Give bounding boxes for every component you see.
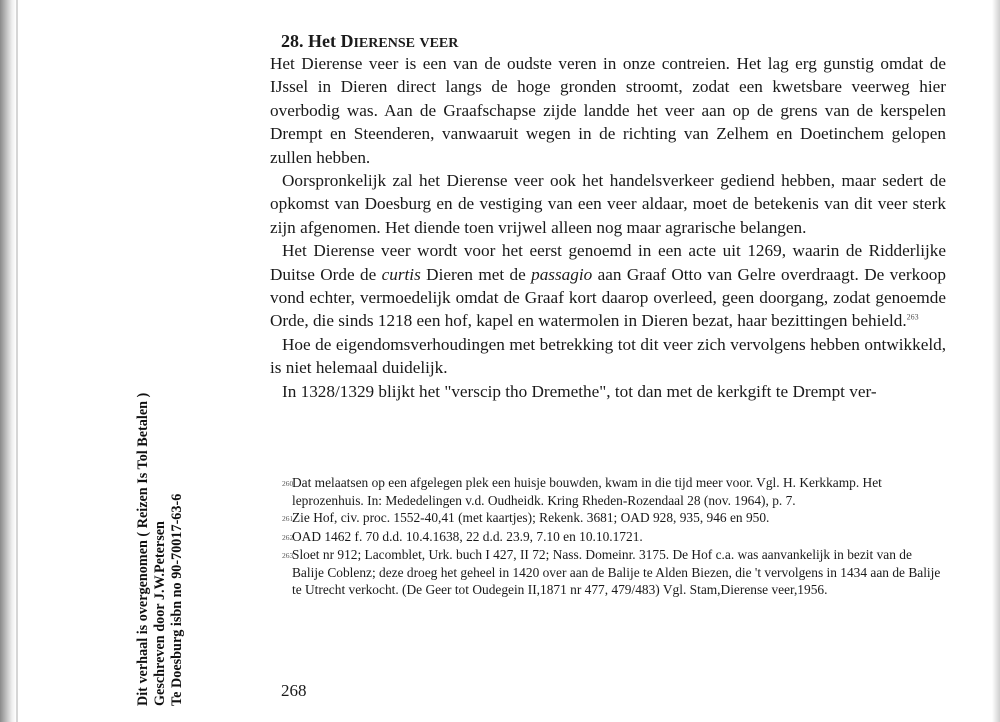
paragraph-3-text-b: Dieren met de <box>420 264 532 284</box>
margin-source-note <box>135 266 186 706</box>
footnote <box>282 509 946 528</box>
footnote-number: 260 <box>282 479 294 488</box>
margin-note-line-3: Te Doesburg isbn no 90-70017-63-6 <box>169 493 185 706</box>
footnote-text: Zie Hof, civ. proc. 1552-40,41 (met kaartjes); Rekenk. 3681; OAD 928, 935, 946 en 950. <box>292 510 770 525</box>
section-title <box>281 31 458 52</box>
margin-note-line-2: Geschreven door J.W.Petersen <box>152 521 168 706</box>
page-number: 268 <box>281 681 307 700</box>
title-smallcaps-2: VEER <box>419 36 459 51</box>
footnote-text: Sloet nr 912; Lacomblet, Urk. buch I 427, II 72; Nass. Domeinr. 3175. De Hof c.a. was aanvankelijk in bezit van de Balije Coblenz; deze droeg het geheel in 1420 over aan de Balije te Alden Biezen, die 't vervolgens in 1434 aan de Balije te Utrecht verkocht. (De Geer tot Oudegein II,1871 nr 477, 479/483) Vgl. Stam,Dierense veer,1956. <box>292 547 941 597</box>
paragraph-5: In 1328/1329 blijkt het "verscip tho Dremethe", tot dan met de kerkgift te Drempt ver- <box>282 381 877 401</box>
footnote <box>282 474 946 509</box>
paragraph-4: Hoe de eigendomsverhoudingen met betrekking tot dit veer zich vervolgens hebben ontwikkeld, is niet helemaal duidelijk. <box>270 334 946 378</box>
page-binding-shadow <box>0 0 16 722</box>
footnote <box>282 546 946 599</box>
paragraph-3-text-a: Het Dierense veer wordt voor het eerst genoemd in een acte uit 1269, waarin de Ridderlijke Duitse Orde de <box>270 241 946 284</box>
footnote-text: OAD 1462 f. 70 d.d. 10.4.1638, 22 d.d. 23.9, 7.10 en 10.10.1721. <box>292 528 643 544</box>
paragraph-1: Het Dierense veer is een van de oudste veren in onze contreien. Het lag erg gunstig omdat de IJssel in Dieren direct langs de hoge gronden stroomt, zodat een kwetsbare veerweg hier overbodig was. Aan de Graafschapse zijde landde het veer aan op de grens van de kerspelen Drempt en Steenderen, vanwaaruit wegen in de richting van Zelhem en Doetinchem gelopen zullen hebben. <box>270 54 946 167</box>
footnote-number: 263 <box>282 551 294 560</box>
title-first: Het D <box>308 31 354 51</box>
paragraph-3 <box>270 239 946 333</box>
title-smallcaps-1: IERENSE <box>353 36 415 51</box>
term-passagio: passagio <box>531 264 593 284</box>
paragraph-3-text-c: aan Graaf Otto van Gelre overdraagt. De verkoop vond echter, vermoedelijk omdat de Graaf kort daarop overleed, geen doorgang, zodat genoemde Orde, die sinds 1218 een hof, kapel en watermolen in Dieren bezat, haar bezittingen behield. <box>270 264 946 331</box>
body-text <box>270 52 946 403</box>
footnote <box>282 528 946 547</box>
footnotes <box>282 474 946 599</box>
page-binding-line <box>16 0 18 722</box>
paragraph-2: Oorspronkelijk zal het Dierense veer ook het handelsverkeer gediend hebben, maar sedert de opkomst van Doesburg en de vestiging van een veer aldaar, moet de betekenis van dit veer sterk zijn afgenomen. Het diende toen vrijwel alleen nog maar agrarische belangen. <box>270 171 946 237</box>
section-number: 28. <box>281 31 304 51</box>
footnote-text: Dat melaatsen op een afgelegen plek een huisje bouwden, kwam in die tijd meer voor. Vgl. H. Kerkkamp. Het leprozenhuis. In: Mededelingen v.d. Oudheidk. Kring Rheden-Rozendaal 28 (nov. 1964), p. 7. <box>292 475 882 508</box>
page-right-edge <box>992 0 1000 722</box>
footnote-number: 261 <box>282 514 294 523</box>
footnote-ref-263: 263 <box>906 312 919 322</box>
term-curtis: curtis <box>381 264 421 284</box>
footnote-number: 262 <box>282 532 294 542</box>
margin-note-line-1: Dit verhaal is overgenomen ( Reizen Is Tol Betalen ) <box>135 392 151 706</box>
